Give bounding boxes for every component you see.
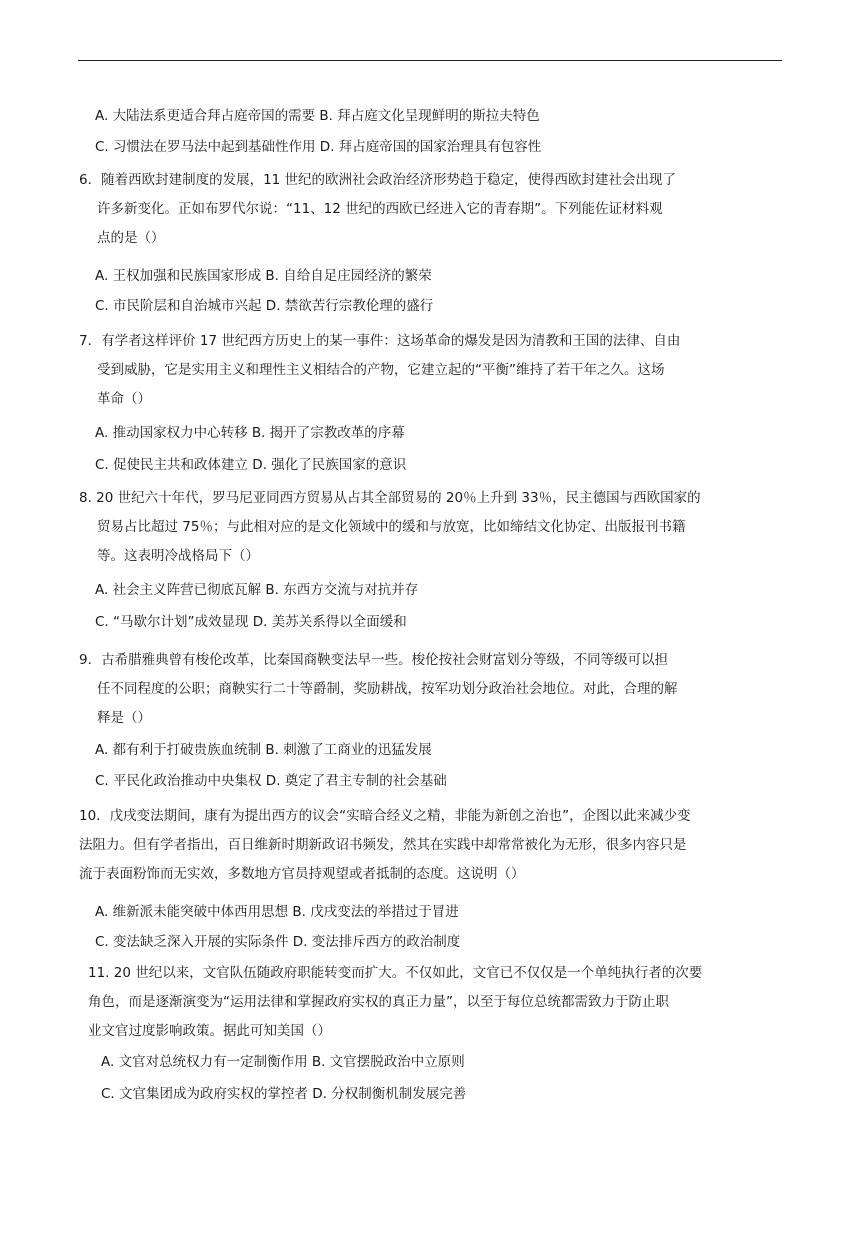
q10-stem-line3: 流于表面粉饰而无实效，多数地方官员持观望或者抵制的态度。这说明（） — [79, 866, 525, 882]
header-rule — [78, 60, 782, 61]
q11-stem-line1: 11. 20 世纪以来，文官队伍随政府职能转变而扩大。不仅如此，文官已不仅仅是一个单纯执行者的次要 — [88, 965, 703, 981]
q8-stem-line2: 贸易占比超过 75％；与此相对应的是文化领域中的缓和与放宽，比如缔结文化协定、出版报刊书籍 — [97, 519, 686, 535]
q9-option-cd: C. 平民化政治推动中央集权 D. 奠定了君主专制的社会基础 — [95, 773, 447, 789]
q5-option-ab: A. 大陆法系更适合拜占庭帝国的需要 B. 拜占庭文化呈现鲜明的斯拉夫特色 — [95, 108, 540, 124]
q9-stem-line2: 任不同程度的公职；商鞅实行二十等爵制，奖励耕战，按军功划分政治社会地位。对此，合理的解 — [97, 681, 678, 697]
q6-stem-line1: 6．随着西欧封建制度的发展，11 世纪的欧洲社会政治经济形势趋于稳定，使得西欧封建社会出现了 — [79, 172, 677, 188]
q7-stem-line1: 7．有学者这样评价 17 世纪西方历史上的某一事件：这场革命的爆发是因为清教和王国的法律、自由 — [79, 333, 681, 349]
q8-option-ab: A. 社会主义阵营已彻底瓦解 B. 东西方交流与对抗并存 — [95, 582, 419, 598]
q10-stem-line1: 10．戊戌变法期间，康有为提出西方的议会“实暗合经义之精，非能为新创之治也”，企图以此来减少变 — [79, 808, 691, 824]
q11-option-ab: A. 文官对总统权力有一定制衡作用 B. 文官摆脱政治中立原则 — [101, 1054, 465, 1070]
q11-option-cd: C. 文官集团成为政府实权的掌控者 D. 分权制衡机制发展完善 — [101, 1086, 467, 1102]
q6-stem-line2: 许多新变化。正如布罗代尔说：“11、12 世纪的西欧已经进入它的青春期”。下列能佐证材料观 — [97, 201, 663, 217]
q7-stem-line2: 受到威胁，它是实用主义和理性主义相结合的产物，它建立起的“平衡”维持了若干年之久。这场 — [97, 362, 665, 378]
q9-stem-line3: 释是（） — [97, 710, 151, 726]
q11-stem-line3: 业文官过度影响政策。据此可知美国（） — [88, 1023, 331, 1039]
q9-stem-line1: 9．古希腊雅典曾有梭伦改革，比秦国商鞅变法早一些。梭伦按社会财富划分等级，不同等级可以担 — [79, 652, 669, 668]
q6-option-ab: A. 王权加强和民族国家形成 B. 自给自足庄园经济的繁荣 — [95, 268, 432, 284]
q5-option-cd: C. 习惯法在罗马法中起到基础性作用 D. 拜占庭帝国的国家治理具有包容性 — [95, 139, 542, 155]
q9-option-ab: A. 都有利于打破贵族血统制 B. 刺激了工商业的迅猛发展 — [95, 742, 432, 758]
q10-option-cd: C. 变法缺乏深入开展的实际条件 D. 变法排斥西方的政治制度 — [95, 934, 461, 950]
q6-stem-line3: 点的是（） — [97, 230, 165, 246]
q8-stem-line1: 8. 20 世纪六十年代，罗马尼亚同西方贸易从占其全部贸易的 20％上升到 33％，民主德国与西欧国家的 — [79, 490, 701, 506]
q7-option-cd: C. 促使民主共和政体建立 D. 强化了民族国家的意识 — [95, 457, 407, 473]
q8-option-cd: C. “马歇尔计划”成效显现 D. 美苏关系得以全面缓和 — [95, 614, 407, 630]
q11-stem-line2: 角色，而是逐渐演变为“运用法律和掌握政府实权的真正力量”，以至于每位总统都需致力于防止职 — [88, 994, 669, 1010]
q7-stem-line3: 革命（） — [97, 391, 151, 407]
q10-option-ab: A. 维新派未能突破中体西用思想 B. 戊戌变法的举措过于冒进 — [95, 904, 459, 920]
q8-stem-line3: 等。这表明冷战格局下（） — [97, 548, 259, 564]
q10-stem-line2: 法阻力。但有学者指出，百日维新时期新政诏书频发，然其在实践中却常常被化为无形，很多内容只是 — [79, 837, 687, 853]
q6-option-cd: C. 市民阶层和自治城市兴起 D. 禁欲苦行宗教伦理的盛行 — [95, 298, 434, 314]
q7-option-ab: A. 推动国家权力中心转移 B. 揭开了宗教改革的序幕 — [95, 425, 405, 441]
